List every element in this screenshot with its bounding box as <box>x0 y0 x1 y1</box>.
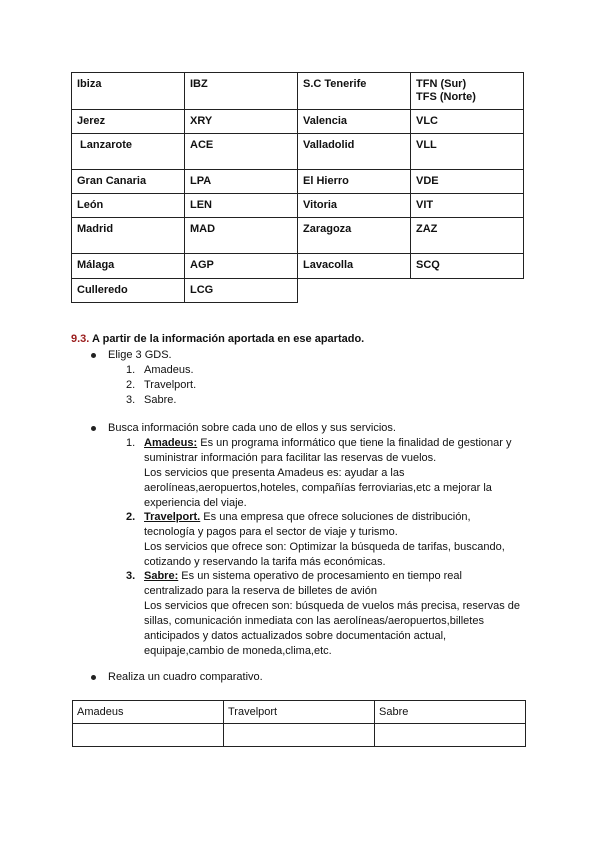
city-cell: León <box>72 194 185 218</box>
code-cell: VIT <box>411 194 524 218</box>
table-row <box>72 170 524 194</box>
city-cell: Zaragoza <box>298 218 411 254</box>
code-cell: AGP <box>185 254 298 279</box>
list-item-number: 3. <box>126 570 136 582</box>
city-cell: Valladolid <box>298 134 411 170</box>
code-cell: VLC <box>411 110 524 134</box>
city-cell: Jerez <box>72 110 185 134</box>
gds-name-sabre: Sabre: <box>144 570 179 582</box>
header-sabre: Sabre <box>375 701 526 724</box>
city-cell: Culleredo <box>72 279 185 303</box>
desc-line: Es un sistema operativo de procesamiento en tiempo real <box>178 570 462 582</box>
list-item: Amadeus. <box>144 364 194 376</box>
city-cell: Gran Canaria <box>72 170 185 194</box>
desc-line: anticipados y datos actualizados sobre documentación actual, <box>144 630 447 642</box>
empty-cell <box>73 724 224 747</box>
code-cell: TFN (Sur) TFS (Norte) <box>411 73 524 110</box>
header-amadeus: Amadeus <box>73 701 224 724</box>
comparison-table <box>72 700 526 747</box>
code-cell: MAD <box>185 218 298 254</box>
table-row <box>72 254 524 279</box>
list-item: 3. <box>126 394 136 406</box>
amadeus-description <box>144 436 529 511</box>
desc-line: equipaje,cambio de moneda,clima,etc. <box>144 645 332 657</box>
code-cell: SCQ <box>411 254 524 279</box>
code-cell: XRY <box>185 110 298 134</box>
list-item-number: 1. <box>126 437 136 449</box>
city-cell: El Hierro <box>298 170 411 194</box>
bullet-busca-info: Busca información sobre cada uno de ellos y sus servicios. <box>108 422 396 434</box>
desc-line: Los servicios que ofrecen son: búsqueda de vuelos más precisa, reservas de <box>144 600 521 612</box>
desc-line: experiencia del viaje. <box>144 497 247 509</box>
list-item: Sabre. <box>144 394 177 406</box>
desc-line: centralizado para la reserva de billetes de avión <box>144 585 377 597</box>
airport-codes-table <box>71 72 524 303</box>
table-row <box>72 194 524 218</box>
table-row <box>72 110 524 134</box>
code-cell: VLL <box>411 134 524 170</box>
bullet-icon <box>91 675 96 680</box>
bullet-cuadro-comparativo: Realiza un cuadro comparativo. <box>108 671 263 683</box>
code-cell: VDE <box>411 170 524 194</box>
empty-cell <box>411 279 524 303</box>
bullet-icon <box>91 353 96 358</box>
section-title: A partir de la información aportada en ese apartado. <box>89 333 365 345</box>
desc-line: aerolíneas,aeropuertos,hoteles, compañías ferroviarias,etc a mejorar la <box>144 482 492 494</box>
code-cell: LEN <box>185 194 298 218</box>
bullet-icon <box>91 426 96 431</box>
list-item: 2. <box>126 379 136 391</box>
empty-cell <box>375 724 526 747</box>
table-row <box>72 218 524 254</box>
desc-line: sillas, comunicación inmediata con las aerolíneas/aeropuertos,billetes <box>144 615 484 627</box>
desc-line: Es una empresa que ofrece soluciones de distribución, <box>200 511 471 523</box>
code-cell: ZAZ <box>411 218 524 254</box>
desc-line: suministrar información para facilitar las reservas de vuelos. <box>144 452 437 464</box>
desc-line: tecnología y pagos para el sector de viaje y turismo. <box>144 526 398 538</box>
empty-cell <box>298 279 411 303</box>
city-cell: Vitoria <box>298 194 411 218</box>
code-cell: IBZ <box>185 73 298 110</box>
list-item: 1. <box>126 364 136 376</box>
desc-line: cotizando y reservando la tarifa más económicas. <box>144 556 386 568</box>
gds-name-travelport: Travelport. <box>144 511 201 523</box>
city-cell: Madrid <box>72 218 185 254</box>
desc-line: Los servicios que ofrece son: Optimizar la búsqueda de tarifas, buscando, <box>144 541 505 553</box>
city-cell: S.C Tenerife <box>298 73 411 110</box>
section-number: 9.3. <box>71 333 90 345</box>
code-cell: LPA <box>185 170 298 194</box>
desc-line: Es un programa informático que tiene la finalidad de gestionar y <box>197 437 512 449</box>
city-cell: Lanzarote <box>72 134 185 170</box>
list-item: Travelport. <box>144 379 197 391</box>
code-cell: LCG <box>185 279 298 303</box>
list-item-number: 2. <box>126 511 136 523</box>
table-row <box>73 701 526 724</box>
section-heading <box>71 333 364 345</box>
desc-line: Los servicios que presenta Amadeus es: ayudar a las <box>144 467 405 479</box>
city-cell: Ibiza <box>72 73 185 110</box>
header-travelport: Travelport <box>224 701 375 724</box>
table-row <box>72 73 524 110</box>
sabre-description <box>144 569 529 659</box>
table-row <box>72 279 524 303</box>
code-cell: ACE <box>185 134 298 170</box>
travelport-description <box>144 510 529 570</box>
gds-name-amadeus: Amadeus: <box>144 437 198 449</box>
city-cell: Málaga <box>72 254 185 279</box>
city-cell: Lavacolla <box>298 254 411 279</box>
table-row <box>73 724 526 747</box>
bullet-elige-gds: Elige 3 GDS. <box>108 349 172 361</box>
city-cell: Valencia <box>298 110 411 134</box>
empty-cell <box>224 724 375 747</box>
table-row <box>72 134 524 170</box>
